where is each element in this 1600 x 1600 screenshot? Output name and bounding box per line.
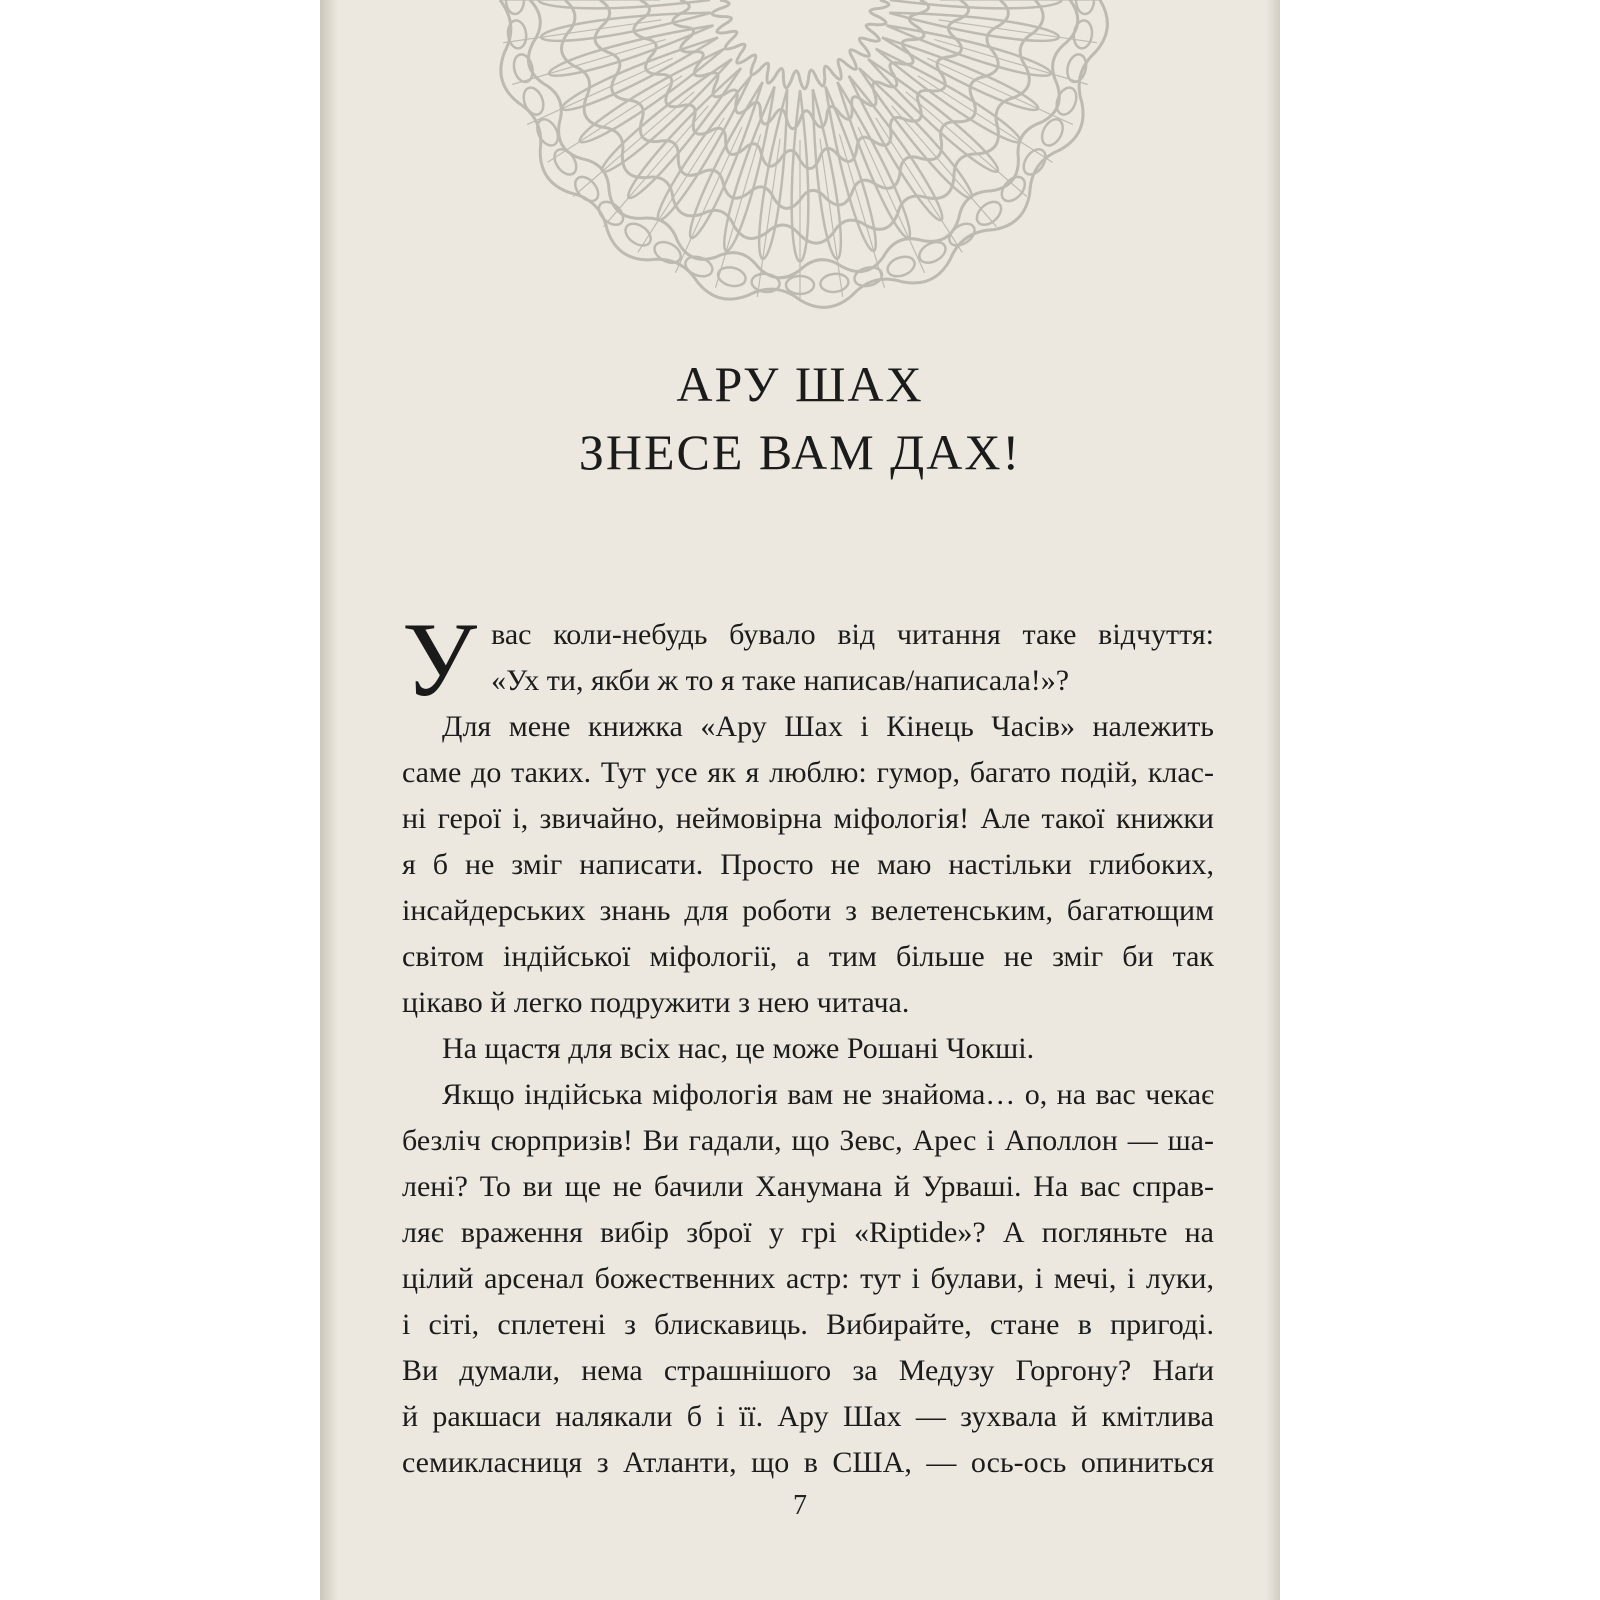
paragraph-2-line-3: ні герої і, звичайно, неймовірна міфологія! Але такої книжки (402, 802, 1214, 835)
paragraph-3 (402, 1026, 1214, 1072)
paragraph-4-line-7: Ви думали, нема страшнішого за Медузу Горгону? Наґи (402, 1354, 1214, 1387)
paragraph-4-line-5: цілий арсенал божественних астр: тут і булави, і мечі, і луки, (402, 1262, 1214, 1295)
paragraph-2-line-5: інсайдерських знань для роботи з велетенським, багатющим (402, 894, 1214, 927)
paragraph-1-line-2: «Ух ти, якби ж то я таке написав/написала!»? (491, 664, 1070, 697)
drop-cap: У (402, 601, 478, 718)
paragraph-4-line-4: ляє враження вибір зброї у грі «Riptide»? А погляньте на (402, 1216, 1214, 1249)
paragraph-4-line-6: і сіті, сплетені з блискавиць. Вибирайте, стане в пригоді. (402, 1308, 1214, 1341)
paragraph-4-line-8: й ракшаси налякали б і її. Ару Шах — зухвала й кмітлива (402, 1400, 1214, 1433)
paragraph-2-line-4: я б не зміг написати. Просто не маю настільки глибоких, (402, 848, 1214, 881)
paragraph-2-line-7: цікаво й легко подружити з нею читача. (402, 986, 910, 1019)
paragraph-1-line-1: вас коли-небудь бувало від читання таке відчуття: (491, 618, 1214, 651)
book-page (320, 0, 1280, 1600)
page-gutter-shadow (320, 0, 338, 1600)
paragraph-4-line-2: безліч сюрпризів! Ви гадали, що Зевс, Арес і Аполлон — ша- (402, 1124, 1214, 1157)
page-number: 7 (793, 1490, 807, 1521)
paragraph-2-line-6: світом індійської міфології, а тим більше не зміг би так (402, 940, 1214, 973)
paragraph-2 (402, 704, 1214, 1026)
paragraph-2-line-2: саме до таких. Тут усе як я люблю: гумор, багато подій, клас- (402, 756, 1214, 789)
paragraph-3-line-1: На щастя для всіх нас, це може Рошані Чокші. (442, 1032, 1035, 1065)
body-text (402, 601, 1214, 1486)
paragraph-2-line-1: Для мене книжка «Ару Шах і Кінець Часів» належить (442, 710, 1214, 743)
chapter-title-line-1: АРУ ШАХ (676, 356, 924, 412)
chapter-title (320, 350, 1280, 486)
paragraph-4-line-9: семикласниця з Атланти, що в США, — ось-ось опиниться (402, 1446, 1214, 1479)
paragraph-4-line-1: Якщо індійська міфологія вам не знайома… о, на вас чекає (442, 1078, 1214, 1111)
chapter-title-line-2: ЗНЕСЕ ВАМ ДАХ! (578, 424, 1022, 480)
paragraph-1 (402, 601, 1214, 718)
page-edge-shadow (1266, 0, 1280, 1600)
paragraph-4-line-3: лені? То ви ще не бачили Ханумана й Урваші. На вас справ- (402, 1170, 1214, 1203)
paragraph-4 (402, 1072, 1214, 1486)
celtic-knot-ornament (360, 0, 1240, 320)
